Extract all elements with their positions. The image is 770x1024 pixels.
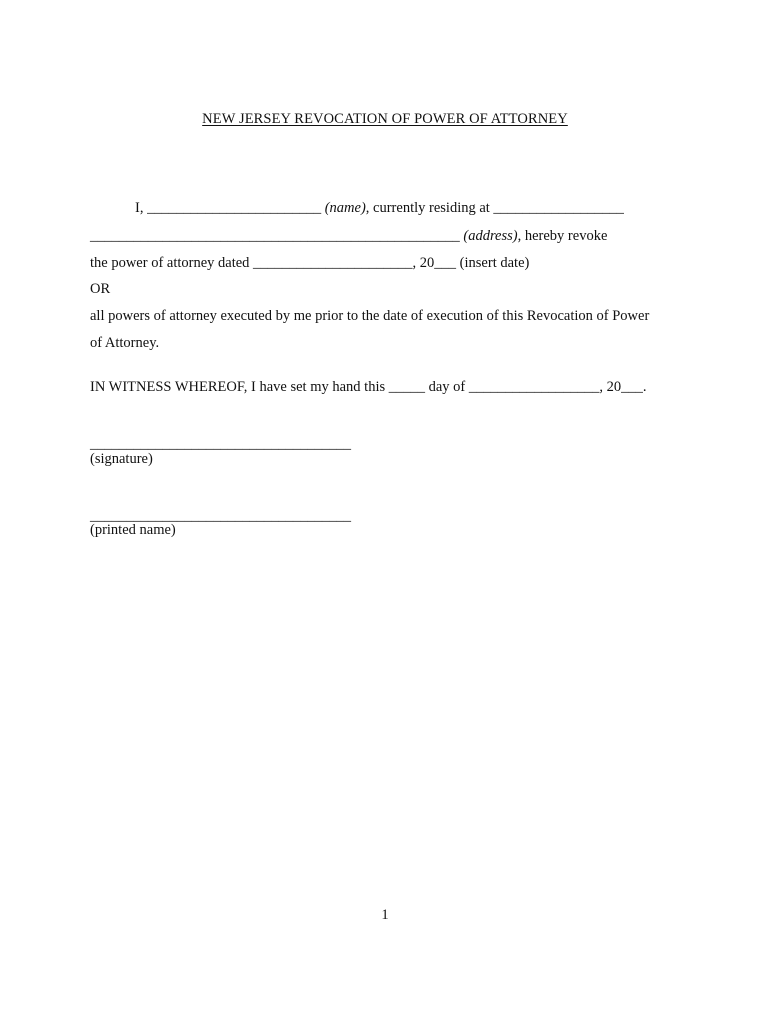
- name-blank-text: I, ________________________: [135, 200, 325, 216]
- or-text: OR: [90, 281, 111, 297]
- address-hint: (address): [463, 228, 518, 244]
- poa-date-line: the power of attorney dated ______________________, 20___ (insert date): [90, 255, 530, 271]
- printed-name-label: (printed name): [90, 522, 176, 538]
- residing-text: , currently residing at __________________: [365, 200, 624, 216]
- signature-blank: ____________________________________: [90, 436, 351, 452]
- all-powers-line: all powers of attorney executed by me prior to the date of execution of this Revocation of Power: [90, 308, 650, 324]
- name-residence-line: [135, 200, 624, 217]
- address-line: [90, 228, 607, 245]
- page-number: 1: [381, 907, 389, 923]
- witness-line: IN WITNESS WHEREOF, I have set my hand this _____ day of __________________, 20___.: [90, 379, 647, 395]
- document-title: NEW JERSEY REVOCATION OF POWER OF ATTORNEY: [202, 111, 568, 127]
- address-blank-text: ___________________________________________________: [90, 228, 464, 244]
- revoke-text: , hereby revoke: [517, 228, 608, 244]
- printed-name-blank: ____________________________________: [90, 508, 351, 524]
- all-powers-line-continued: of Attorney.: [90, 335, 160, 351]
- signature-label: (signature): [90, 451, 153, 467]
- name-hint: (name): [324, 200, 366, 216]
